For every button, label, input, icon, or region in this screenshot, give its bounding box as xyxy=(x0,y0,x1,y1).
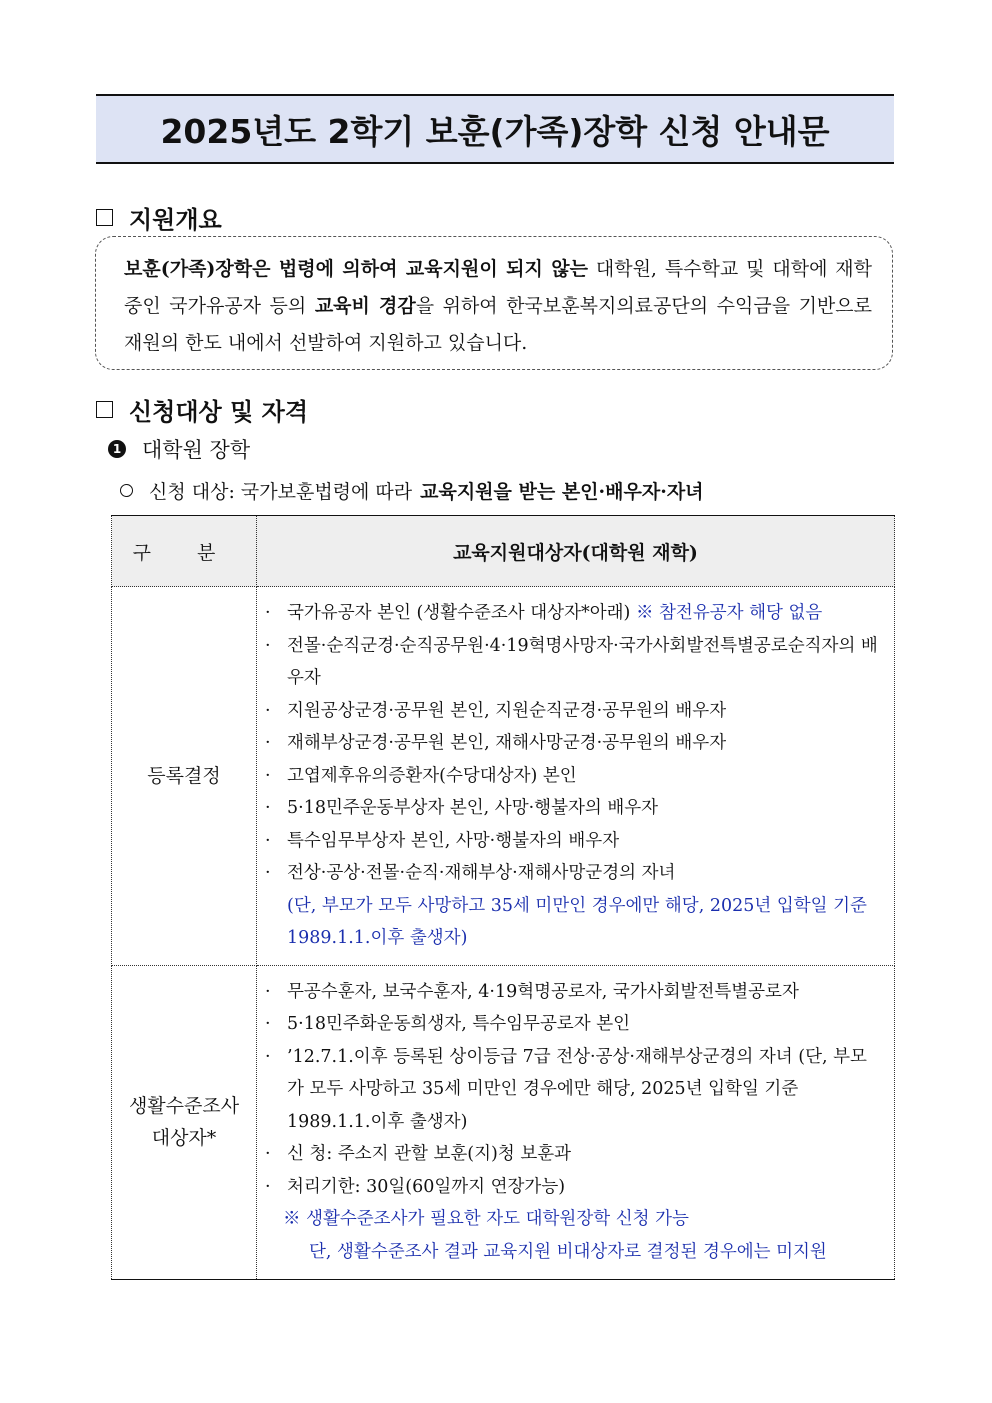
item-text: 국가유공자 본인 (생활수준조사 대상자*아래) xyxy=(287,603,636,623)
subsection-title: 대학원 장학 xyxy=(142,438,251,462)
target-bold: 교육지원을 받는 본인·배우자·자녀 xyxy=(420,481,704,503)
square-bullet-icon xyxy=(96,209,113,226)
section-overview-title: 지원개요 xyxy=(129,206,222,234)
overview-text-1: 대학원, 특수학교 및 대학에 재학 중인 국가유공자 등의 xyxy=(124,258,872,317)
item-text: 지원공상군경·공무원 본인, 지원순직군경·공무원의 배우자 xyxy=(287,700,727,721)
target-prefix: 신청 대상: 국가보훈법령에 따라 xyxy=(149,481,413,503)
item-text: 전상·공상·전몰·순직·재해부상·재해사망군경의 자녀 xyxy=(287,863,676,883)
row-items xyxy=(257,587,895,966)
item-text: 고엽제후유의증환자(수당대상자) 본인 xyxy=(287,765,577,786)
note-line: 단, 생활수준조사 결과 교육지원 비대상자로 결정된 경우에는 미지원 xyxy=(309,1241,827,1262)
square-bullet-icon xyxy=(96,401,113,418)
subsection-heading xyxy=(108,434,250,464)
row-category: 등록결정 xyxy=(112,587,257,966)
number-circle-icon: 1 xyxy=(108,440,126,458)
page-title: 2025년도 2학기 보훈(가족)장학 신청 안내문 xyxy=(160,111,830,151)
section-eligibility-title: 신청대상 및 자격 xyxy=(129,398,308,426)
note-line: ※ 생활수준조사가 필요한 자도 대학원장학 신청 가능 xyxy=(283,1209,689,1229)
overview-text-2: 을 위하여 한국보훈복지의료공단의 수익금을 기반으로 재원의 한도 내에서 선발하여 지원하고 있습니다. xyxy=(124,295,872,354)
row-category xyxy=(112,965,257,1279)
list-item: · 고엽제후유의증환자(수당대상자) 본인 xyxy=(265,765,577,786)
item-text: 5·18민주화운동희생자, 특수임무공로자 본인 xyxy=(287,1014,631,1034)
category-line: 대상자* xyxy=(151,1127,217,1149)
item-text: 재해부상군경·공무원 본인, 재해사망군경·공무원의 배우자 xyxy=(287,733,727,753)
list-item: · 지원공상군경·공무원 본인, 지원순직군경·공무원의 배우자 xyxy=(265,700,727,721)
category-line: 생활수준조사 xyxy=(128,1095,240,1117)
table-row xyxy=(112,965,895,1279)
list-item: · 5·18민주운동부상자 본인, 사망·행불자의 배우자 xyxy=(265,798,659,818)
row-items xyxy=(257,965,895,1279)
item-text: ’12.7.1.이후 등록된 상이등급 7급 전상·공상·재해부상군경의 자녀 (단, 부모가 모두 사망하고 35세 미만인 경우에만 해당, 2025년 입학일 기준 1989.1.1.이후 출생자) xyxy=(287,1046,867,1132)
list-item: · ’12.7.1.이후 등록된 상이등급 7급 전상·공상·재해부상군경의 자녀 (단, 부모가 모두 사망하고 35세 미만인 경우에만 해당, 2025년 입학일 기준 1989.1.1.이후 출생자) xyxy=(265,1046,867,1132)
header-target: 교육지원대상자(대학원 재학) xyxy=(257,516,895,587)
list-item: · 전몰·순직군경·순직공무원·4·19혁명사망자·국가사회발전특별공로순직자의 배우자 xyxy=(265,635,878,688)
item-text: 무공수훈자, 보국수훈자, 4·19혁명공로자, 국가사회발전특별공로자 xyxy=(287,981,799,1002)
overview-bold-2: 교육비 경감 xyxy=(314,295,416,317)
list-item: · 국가유공자 본인 (생활수준조사 대상자*아래) ※ 참전유공자 해당 없음 xyxy=(265,603,823,623)
table-row xyxy=(112,587,895,966)
list-item: · 무공수훈자, 보국수훈자, 4·19혁명공로자, 국가사회발전특별공로자 xyxy=(265,981,799,1002)
title-banner xyxy=(96,94,894,164)
item-text: 특수임무부상자 본인, 사망·행불자의 배우자 xyxy=(287,830,620,851)
overview-box xyxy=(95,236,893,370)
list-item: · 전상·공상·전몰·순직·재해부상·재해사망군경의 자녀 xyxy=(265,863,676,883)
target-line xyxy=(120,477,704,504)
item-text: 5·18민주운동부상자 본인, 사망·행불자의 배우자 xyxy=(287,798,659,818)
table-header-row xyxy=(112,516,895,587)
list-item: · 재해부상군경·공무원 본인, 재해사망군경·공무원의 배우자 xyxy=(265,733,727,753)
overview-bold-1: 보훈(가족)장학은 법령에 의하여 교육지원이 되지 않는 xyxy=(124,258,588,280)
list-item: · 특수임무부상자 본인, 사망·행불자의 배우자 xyxy=(265,830,620,851)
section-eligibility-heading xyxy=(96,392,308,427)
item-text: 전몰·순직군경·순직공무원·4·19혁명사망자·국가사회발전특별공로순직자의 배우자 xyxy=(287,635,878,688)
item-text: 처리기한: 30일(60일까지 연장가능) xyxy=(287,1176,566,1197)
list-item: · 신 청: 주소지 관할 보훈(지)청 보훈과 xyxy=(265,1144,572,1164)
section-overview-heading xyxy=(96,200,222,235)
eligibility-table xyxy=(111,515,895,1280)
header-category: 구 분 xyxy=(112,516,257,587)
list-item: · 처리기한: 30일(60일까지 연장가능) xyxy=(265,1176,566,1197)
item-note: ※ 참전유공자 해당 없음 xyxy=(635,603,823,623)
list-item: · 5·18민주화운동희생자, 특수임무공로자 본인 xyxy=(265,1014,631,1034)
item-text: 신 청: 주소지 관할 보훈(지)청 보훈과 xyxy=(287,1144,572,1164)
item-note: (단, 부모가 모두 사망하고 35세 미만인 경우에만 해당, 2025년 입학일 기준 1989.1.1.이후 출생자) xyxy=(287,895,867,948)
circle-bullet-icon xyxy=(120,484,133,497)
